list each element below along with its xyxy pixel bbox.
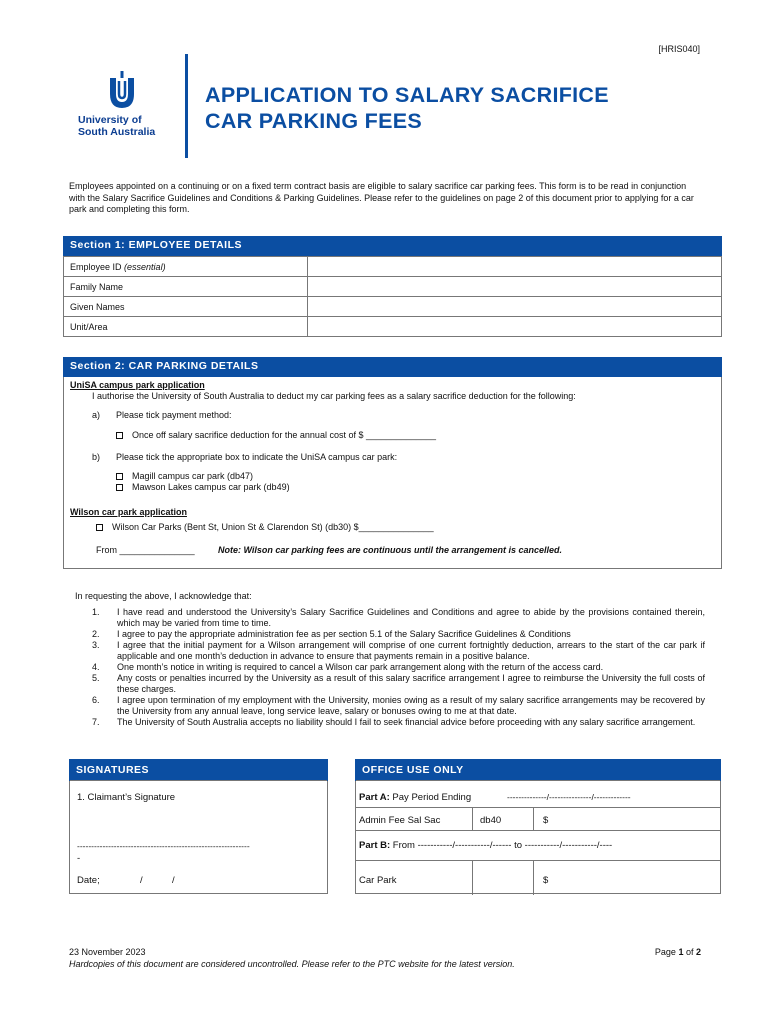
signatures-heading: SIGNATURES — [69, 759, 328, 781]
magill-option[interactable]: Magill campus car park (db47) — [116, 471, 253, 482]
list-item: 7. The University of South Australia accepts no liability should I fail to seek financial advice before proceeding with any salary sacrifice arrangement. — [92, 717, 696, 727]
page-footer — [69, 946, 701, 970]
item-a-marker: a) — [92, 410, 101, 420]
given-names-field[interactable] — [308, 297, 722, 317]
signature-line-end: - — [77, 853, 81, 864]
form-code: [HRIS040] — [658, 44, 700, 54]
car-parking-details-section — [63, 357, 722, 569]
car-park-label: Car Park — [359, 875, 397, 886]
acknowledgement-intro: In requesting the above, I acknowledge that: — [75, 591, 252, 601]
part-b-row[interactable]: Part B: From -----------/-----------/------ to -----------/-----------/---- — [359, 840, 613, 851]
office-use-box — [355, 759, 721, 894]
claimant-signature-label: 1. Claimant’s Signature — [77, 792, 176, 803]
item-b-text: Please tick the appropriate box to indicate the UniSA campus car park: — [116, 452, 398, 462]
list-item: 1. I have read and understood the University’s Salary Sacrifice Guidelines and Conditions and agree to abide by the provisions contained therein, which may be varied from time to time. — [92, 607, 705, 628]
intro-paragraph: Employees appointed on a continuing or on a fixed term contract basis are eligible to salary sacrifice car parking fees. This form is to be read in conjunction with the Salary Sacrifice Guidelines and Conditions & Parking Guidelines. Please refer to the guidelines on page 2 of this document prior to applying for a car park and completing this form. — [69, 181, 694, 214]
mawson-checkbox[interactable] — [116, 484, 123, 491]
authorise-text: I authorise the University of South Australia to deduct my car parking fees as a salary sacrifice deduction for the following: — [92, 391, 576, 401]
divider — [356, 830, 720, 831]
unit-area-label: Unit/Area — [64, 317, 308, 337]
list-item: 5. Any costs or penalties incurred by the University as a result of this salary sacrifice arrangement I agree to reimburse the University the full costs of these charges. — [92, 673, 705, 694]
divider — [533, 860, 534, 895]
acknowledgement-list — [75, 607, 705, 728]
list-item: 2. I agree to pay the appropriate administration fee as per section 5.1 of the Salary Sacrifice Guidelines & Conditions — [92, 629, 571, 639]
employee-id-field[interactable] — [308, 257, 722, 277]
table-row — [64, 277, 722, 297]
wilson-option[interactable]: Wilson Car Parks (Bent St, Union St & Clarendon St) (db30) $_______________ — [96, 522, 434, 533]
list-item: 3. I agree that the initial payment for a Wilson arrangement will comprise of one current fortnightly deduction, arrears to the start of the car park if applicable and one month’s deduction in advance to ensure that payments remain in a positive balance. — [92, 640, 705, 661]
footer-disclaimer: Hardcopies of this document are considered uncontrolled. Please refer to the PTC website for the latest version. — [69, 959, 515, 969]
unit-area-field[interactable] — [308, 317, 722, 337]
divider — [472, 807, 473, 830]
admin-fee-label: Admin Fee Sal Sac — [359, 815, 441, 826]
item-b-marker: b) — [92, 452, 101, 462]
admin-fee-code: db40 — [480, 815, 502, 826]
item-a-text: Please tick payment method: — [116, 410, 232, 420]
list-item: 4. One month’s notice in writing is required to cancel a Wilson car park arrangement along with the return of the access card. — [92, 662, 604, 672]
divider — [356, 807, 720, 808]
employee-details-table — [63, 256, 722, 337]
admin-fee-amount[interactable]: $ — [543, 815, 549, 826]
given-names-label: Given Names — [64, 297, 308, 317]
once-off-option[interactable]: Once off salary sacrifice deduction for the annual cost of $ ______________ — [116, 430, 436, 441]
unisa-park-heading: UniSA campus park application — [70, 380, 205, 390]
mawson-option[interactable]: Mawson Lakes campus car park (db49) — [116, 482, 290, 493]
family-name-field[interactable] — [308, 277, 722, 297]
logo-line-1: University of — [78, 114, 142, 126]
divider — [70, 780, 327, 781]
signature-line[interactable]: ------------------------------------------------------------- — [77, 841, 250, 851]
logo-line-2: South Australia — [78, 126, 156, 138]
divider — [356, 860, 720, 861]
university-logo — [78, 70, 168, 138]
office-use-heading: OFFICE USE ONLY — [355, 759, 721, 781]
car-park-amount[interactable]: $ — [543, 875, 549, 886]
pay-period-ending-field[interactable]: --------------/---------------/------------- — [507, 792, 631, 802]
page-number: Page 1 of 2 — [654, 947, 701, 957]
divider — [533, 807, 534, 830]
list-item: 6. I agree upon termination of my employment with the University, monies owing as a result of my salary sacrifice arrangements may be recovered by the University from any annual leave, long service leave, salary or bonuses owing to me at that date. — [92, 695, 705, 716]
title-line-2: CAR PARKING FEES — [205, 109, 423, 133]
table-row — [64, 317, 722, 337]
unisa-crest-icon — [106, 70, 138, 110]
title-line-1: APPLICATION TO SALARY SACRIFICE — [205, 83, 609, 107]
from-field[interactable]: From _______________ — [96, 545, 195, 555]
date-slash-1[interactable]: / — [140, 875, 143, 886]
employee-id-label: Employee ID (essential) — [64, 257, 308, 277]
table-row — [64, 257, 722, 277]
header-divider — [185, 54, 188, 158]
wilson-checkbox[interactable] — [96, 524, 103, 531]
date-label: Date; — [77, 875, 100, 886]
date-slash-2[interactable]: / — [172, 875, 175, 886]
family-name-label: Family Name — [64, 277, 308, 297]
part-a-row: Part A: Pay Period Ending — [359, 792, 472, 803]
wilson-note: Note: Wilson car parking fees are continuous until the arrangement is cancelled. — [218, 545, 562, 555]
signatures-box — [69, 759, 328, 894]
once-off-checkbox[interactable] — [116, 432, 123, 439]
employee-details-section — [63, 236, 722, 337]
section2-heading: Section 2: CAR PARKING DETAILS — [63, 357, 722, 377]
divider — [472, 860, 473, 895]
wilson-heading: Wilson car park application — [70, 507, 187, 517]
divider — [356, 780, 720, 781]
page-title — [205, 82, 705, 134]
footer-date: 23 November 2023 — [69, 947, 146, 957]
section1-heading: Section 1: EMPLOYEE DETAILS — [63, 236, 722, 256]
magill-checkbox[interactable] — [116, 473, 123, 480]
acknowledgement-section — [75, 591, 705, 728]
table-row — [64, 297, 722, 317]
